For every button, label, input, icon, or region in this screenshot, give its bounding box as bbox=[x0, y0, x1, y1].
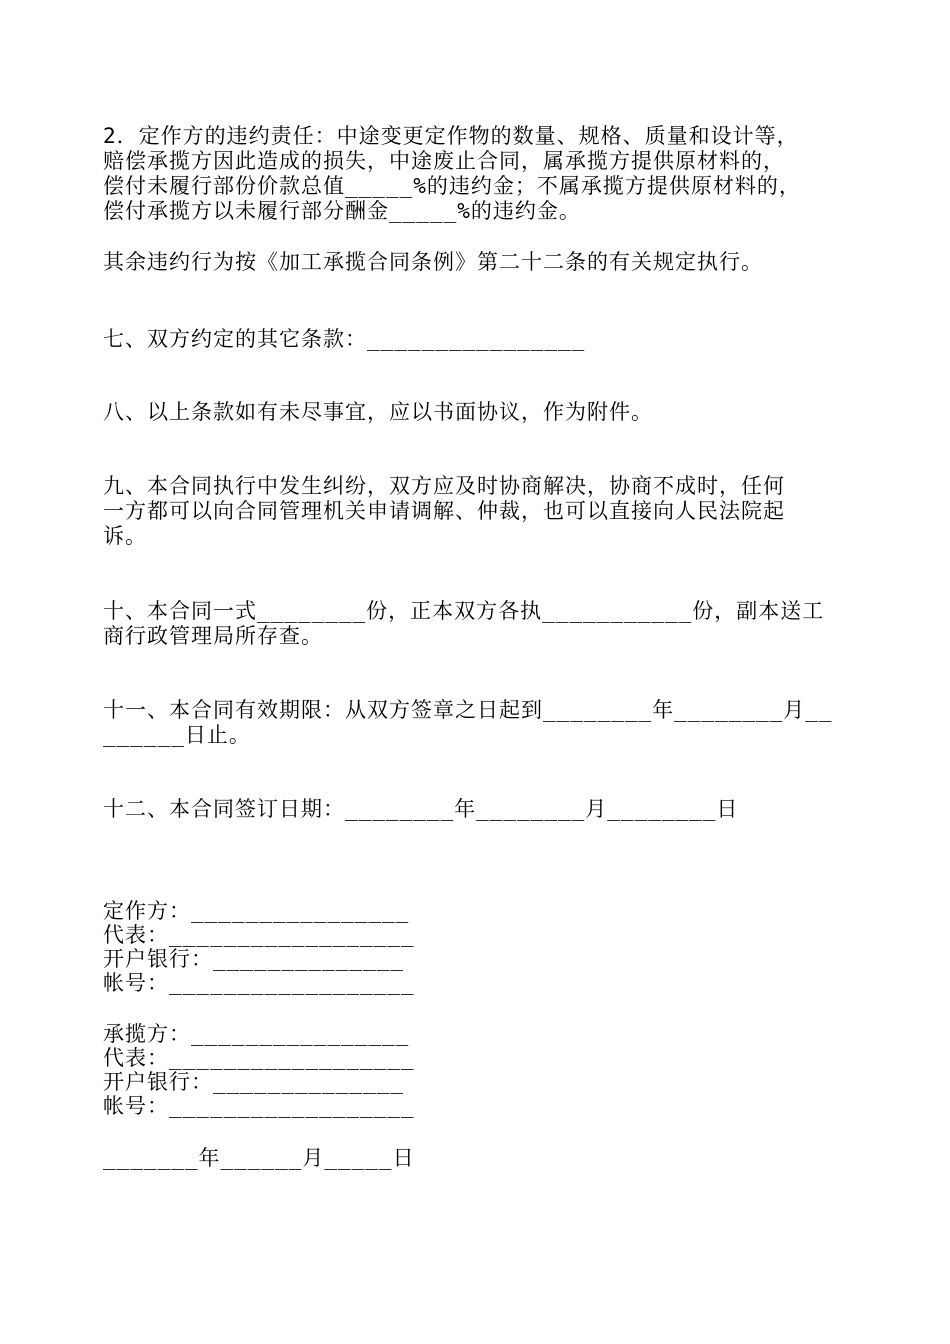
party-b-bank: 开户银行：______________ bbox=[103, 1070, 405, 1094]
party-a-account: 帐号：__________________ bbox=[103, 971, 415, 995]
party-b-name: 承揽方：________________ bbox=[103, 1022, 410, 1046]
clause-8: 八、以上条款如有未尽事宜，应以书面协议，作为附件。 bbox=[103, 400, 653, 424]
clause-10-line-2: 商行政管理局所存查。 bbox=[103, 624, 323, 648]
clause-10-line-1: 十、本合同一式________份，正本双方各执___________份，副本送工 bbox=[103, 599, 825, 623]
clause-9-line-2: 一方都可以向合同管理机关申请调解、仲裁，也可以直接向人民法院起 bbox=[103, 499, 785, 523]
other-breach-clause: 其余违约行为按《加工承揽合同条例》第二十二条的有关规定执行。 bbox=[103, 250, 763, 274]
clause-11-line-2: ______日止。 bbox=[103, 723, 251, 747]
party-a-bank: 开户银行：______________ bbox=[103, 947, 405, 971]
clause-2-line-3: 偿付未履行部份价款总值_____%的违约金；不属承揽方提供原材料的， bbox=[103, 174, 801, 198]
party-b-representative: 代表：__________________ bbox=[103, 1046, 415, 1070]
party-a-representative: 代表：__________________ bbox=[103, 923, 415, 947]
clause-2-line-2: 赔偿承揽方因此造成的损失，中途废止合同，属承揽方提供原材料的， bbox=[103, 149, 785, 173]
clause-7: 七、双方约定的其它条款：________________ bbox=[103, 327, 586, 351]
clause-2-line-1: 2．定作方的违约责任：中途变更定作物的数量、规格、质量和设计等， bbox=[103, 124, 799, 148]
clause-12: 十二、本合同签订日期：________年________月________日 bbox=[103, 797, 739, 821]
clause-9-line-1: 九、本合同执行中发生纠纷，双方应及时协商解决，协商不成时，任何 bbox=[103, 474, 785, 498]
clause-2-line-4: 偿付承揽方以未履行部分酬金_____%的违约金。 bbox=[103, 199, 581, 223]
final-date: _______年______月_____日 bbox=[103, 1146, 415, 1170]
clause-9-line-3: 诉。 bbox=[103, 524, 147, 548]
clause-11-line-1: 十一、本合同有效期限：从双方签章之日起到________年________月__ bbox=[103, 698, 833, 722]
party-b-account: 帐号：__________________ bbox=[103, 1094, 415, 1118]
party-a-name: 定作方：________________ bbox=[103, 899, 410, 923]
